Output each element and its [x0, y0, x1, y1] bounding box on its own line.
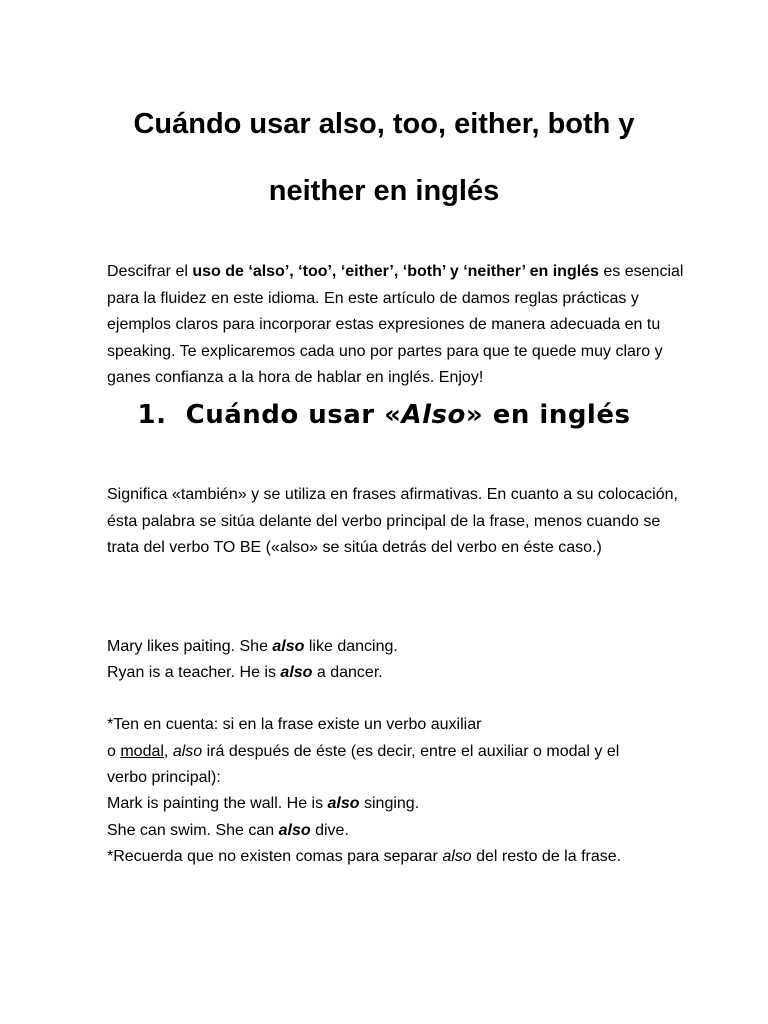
section-number: 1.: [137, 400, 167, 430]
also-meaning-paragraph: Significa «también» y se utiliza en frases afirmativas. En cuanto a su colocación, ésta palabra se sitúa delante del verbo principal de la frase, menos cuando se trata del verbo TO BE («also» se sitúa detrás del verbo en éste caso.): [107, 486, 678, 556]
note-line-3: verbo principal):: [107, 769, 221, 786]
intro-bold-phrase: uso de ‘also’, ‘too’, ‘either’, ‘both’ y ‘neither’ en inglés: [192, 263, 599, 280]
document-title-line-2: neither en inglés: [268, 175, 500, 207]
intro-paragraph: [107, 259, 687, 392]
example-keyword: also: [272, 638, 305, 655]
note-keyword: also: [172, 743, 203, 760]
example-text-end: like dancing.: [304, 638, 398, 655]
example-keyword: also: [278, 822, 311, 839]
example-line: [107, 818, 349, 845]
example-line: [107, 634, 398, 661]
note-line-2: [107, 739, 619, 766]
reminder-keyword: also: [442, 848, 472, 865]
example-text: Mark is painting the wall. He is: [107, 795, 328, 812]
example-text-end: a dancer.: [312, 664, 383, 681]
section-heading-keyword: Also: [401, 400, 466, 430]
example-keyword: also: [280, 664, 313, 681]
note-comma: ,: [163, 743, 173, 760]
document-title-line-1: Cuándo usar also, too, either, both y: [133, 108, 635, 140]
example-text: She can swim. She can: [107, 822, 279, 839]
example-keyword: also: [327, 795, 360, 812]
modal-link[interactable]: modal: [120, 743, 164, 760]
reminder-text-end: del resto de la frase.: [471, 848, 622, 865]
example-text-end: singing.: [359, 795, 420, 812]
intro-text-rest: es esencial para la fluidez en este idioma. En este artículo de damos reglas prácticas y ejemplos claros para incorporar estas expresiones de manera adecuada en tu speaking. Te explicaremos cada uno por partes para que te quede muy claro y ganes confianza a la hora de hablar en inglés. Enjoy!: [107, 263, 684, 386]
example-line: [107, 791, 419, 818]
example-text: Mary likes paiting. She: [107, 638, 273, 655]
example-line: [107, 660, 383, 687]
reminder-text: *Recuerda que no existen comas para separar: [107, 848, 443, 865]
section-heading-end: » en inglés: [465, 400, 631, 430]
example-text-end: dive.: [310, 822, 349, 839]
note-line-1: *Ten en cuenta: si en la frase existe un verbo auxiliar: [107, 716, 482, 733]
intro-text-start: Descifrar el: [107, 263, 193, 280]
note-text: o: [107, 743, 121, 760]
section-heading-start: Cuándo usar «: [185, 400, 402, 430]
example-text: Ryan is a teacher. He is: [107, 664, 281, 681]
note-text-end: irá después de éste (es decir, entre el auxiliar o modal y el: [202, 743, 620, 760]
reminder-line: [107, 844, 621, 871]
section-1-heading: [0, 398, 768, 432]
